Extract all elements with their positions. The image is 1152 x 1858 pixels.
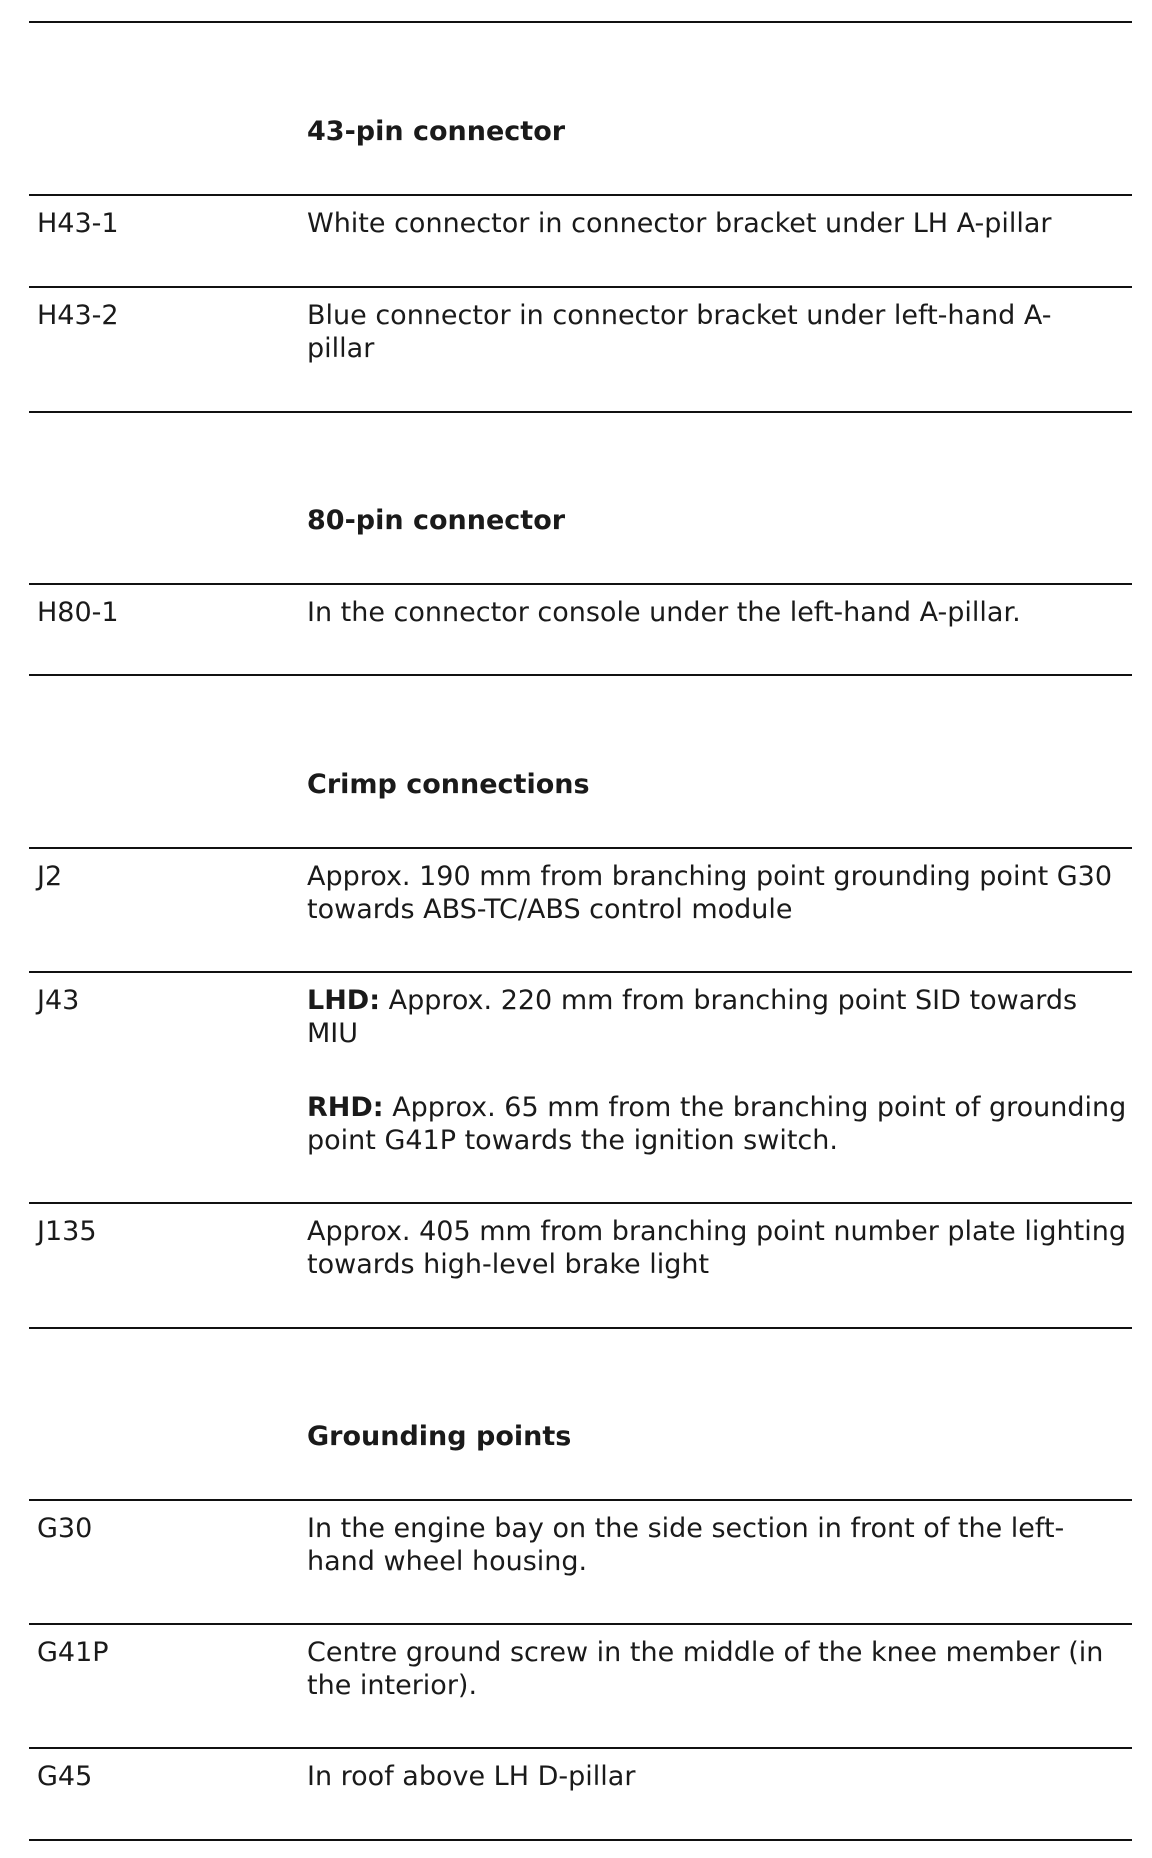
divider [29,286,1132,288]
divider [29,194,1132,196]
rhd-paragraph [307,1091,1127,1157]
row-code-h43-1: H43-1 [37,208,119,239]
row-code-g30: G30 [37,1513,93,1544]
divider [29,674,1132,676]
divider [29,847,1132,849]
row-code-j2: J2 [37,861,63,892]
row-desc-j135: Approx. 405 mm from branching point number plate lighting towards high-level brake light [307,1216,1126,1280]
row-desc-g30: In the engine bay on the side section in front of the left-hand wheel housing. [307,1513,1065,1577]
row-code-h43-2: H43-2 [37,300,119,331]
row-desc-g45: In roof above LH D-pillar [307,1761,636,1792]
divider [29,1499,1132,1501]
section-heading-43-pin: 43-pin connector [307,116,566,147]
rhd-text: Approx. 65 mm from the branching point of grounding point G41P towards the ignition switch. [307,1092,1127,1156]
section-heading-80-pin: 80-pin connector [307,505,566,536]
row-desc-g41p: Centre ground screw in the middle of the knee member (in the interior). [307,1637,1104,1701]
section-heading-grounding: Grounding points [307,1421,572,1452]
row-desc-j2: Approx. 190 mm from branching point grounding point G30 towards ABS-TC/ABS control module [307,861,1113,925]
row-code-j135: J135 [37,1216,97,1247]
lhd-paragraph [307,984,1127,1050]
row-code-j43: J43 [37,985,80,1016]
divider [29,1623,1132,1625]
rhd-label: RHD: [307,1092,384,1123]
row-code-h80-1: H80-1 [37,597,119,628]
row-code-g41p: G41P [37,1637,109,1668]
lhd-label: LHD: [307,985,381,1016]
divider [29,1839,1132,1841]
divider [29,971,1132,973]
row-desc-h43-1: White connector in connector bracket under LH A-pillar [307,208,1052,239]
divider [29,21,1132,23]
lhd-text: Approx. 220 mm from branching point SID towards MIU [307,985,1078,1049]
row-desc-j43 [307,984,1127,1157]
divider [29,1202,1132,1204]
divider [29,411,1132,413]
row-desc-h43-2: Blue connector in connector bracket under left-hand A-pillar [307,300,1052,364]
divider [29,1327,1132,1329]
row-code-g45: G45 [37,1761,93,1792]
divider [29,583,1132,585]
divider [29,1747,1132,1749]
row-desc-h80-1: In the connector console under the left-hand A-pillar. [307,597,1021,628]
section-heading-crimp: Crimp connections [307,769,590,800]
